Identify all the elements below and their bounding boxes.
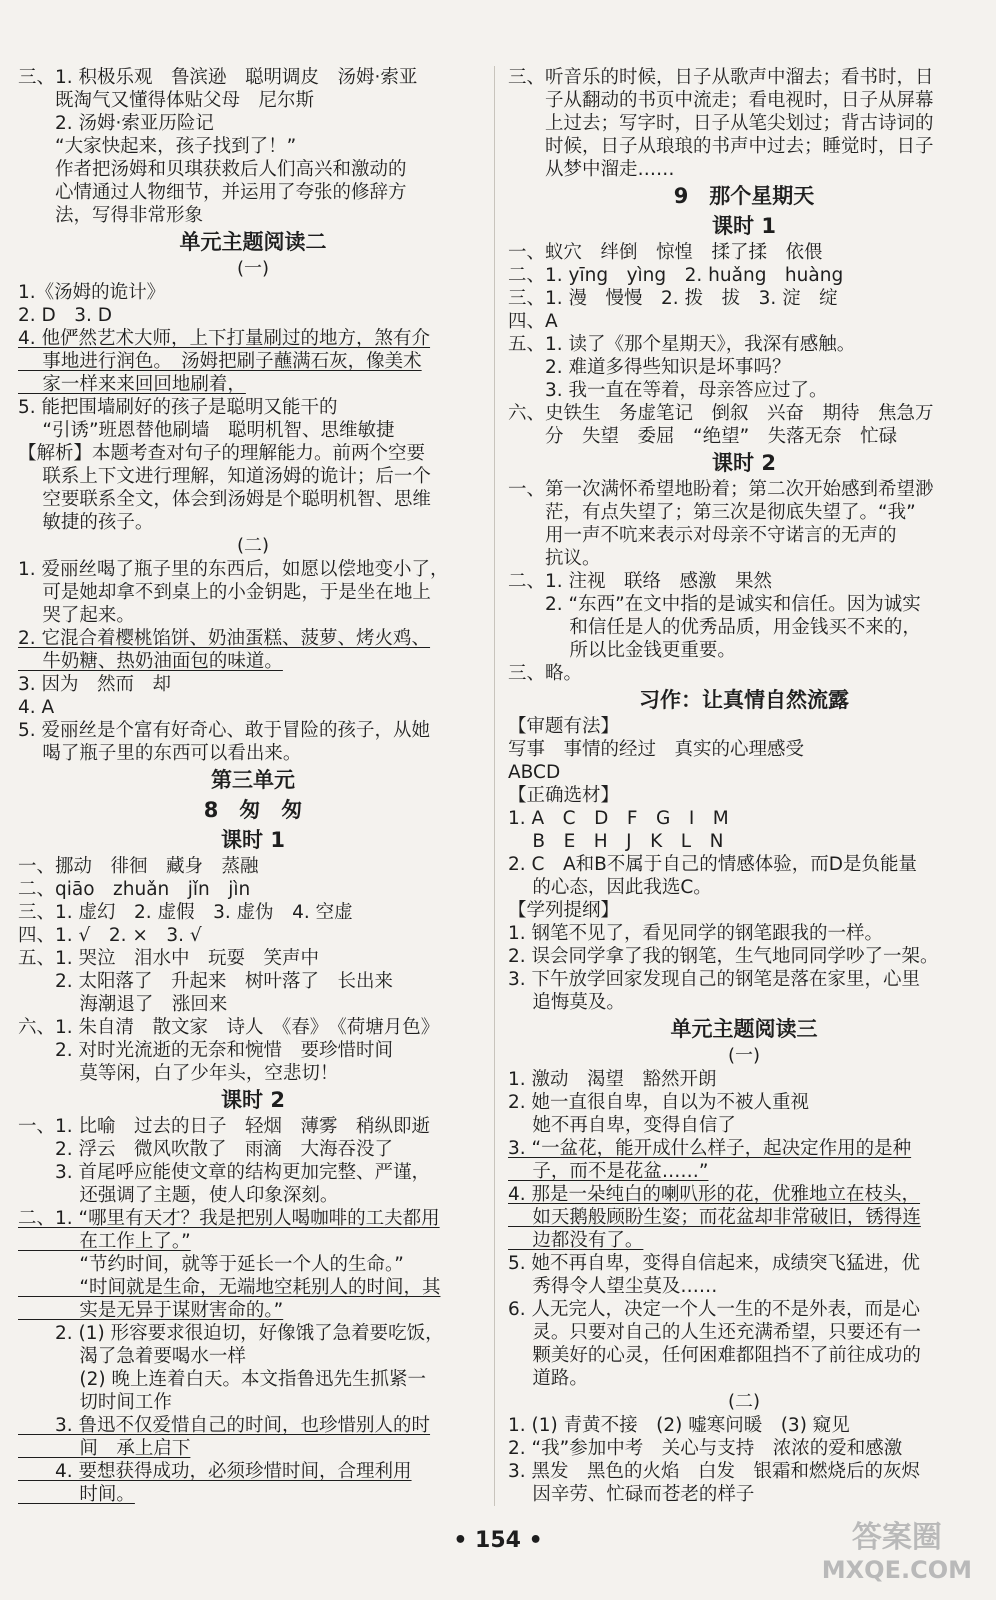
left-line: “大家快起来，孩子找到了！” xyxy=(18,136,297,157)
right-line: 4. 那是一朵纯白的喇叭形的花，优雅地立在枝头， xyxy=(508,1184,921,1205)
page-number: • 154 • xyxy=(453,1528,543,1553)
left-line: 联系上下文进行理解，知道汤姆的诡计；后一个 xyxy=(18,466,431,487)
right-line: 子从翻动的书页中流走；看电视时，日子从屏幕 xyxy=(508,90,934,111)
right-heading: 习作：让真情自然流露 xyxy=(639,688,849,712)
right-line: 2. “东西”在文中指的是诚实和信任。因为诚实 xyxy=(508,594,921,615)
left-heading: 课时 1 xyxy=(221,828,285,852)
left-line: 法，写得非常形象 xyxy=(18,205,204,226)
right-line: 子，而不是花盆……” xyxy=(508,1161,709,1182)
right-line: 2. 难道多得些知识是坏事吗？ xyxy=(508,357,791,378)
left-line: 4. A xyxy=(18,697,55,718)
right-line: 时候，日子从琅琅的书声中过去；睡觉时，日子 xyxy=(508,136,934,157)
left-line: 空要联系全文，体会到汤姆是个聪明机智、思维 xyxy=(18,489,431,510)
right-line: 六、史铁生 务虚笔记 倒叙 兴奋 期待 焦急万 xyxy=(508,403,934,424)
right-line: 抗议。 xyxy=(508,548,601,569)
left-line: 可是她却拿不到桌上的小金钥匙，于是坐在地上 xyxy=(18,582,431,603)
left-line: 一、1. 比喻 过去的日子 轻烟 薄雾 稍纵即逝 xyxy=(18,1116,431,1137)
right-line: 【学列提纲】 xyxy=(508,900,620,921)
right-line: 颗美好的心灵，任何困难都阻挡不了前往成功的 xyxy=(508,1345,921,1366)
right-line: 和信任是人的优秀品质，用金钱买不来的， xyxy=(508,617,921,638)
left-line: 喝了瓶子里的东西可以看出来。 xyxy=(18,743,302,764)
left-line: (2) 晚上连着白天。本文指鲁迅先生抓紧一 xyxy=(18,1369,426,1390)
right-line: 3. 下午放学回家发现自己的钢笔是落在家里，心里 xyxy=(508,969,921,990)
left-line: 一、挪动 徘徊 藏身 蒸融 xyxy=(18,856,259,877)
right-line: 6. 人无完人，决定一个人一生的不是外表，而是心 xyxy=(508,1299,921,1320)
right-heading: 单元主题阅读三 xyxy=(670,1017,818,1041)
right-line: 因辛劳、忙碌而苍老的样子 xyxy=(508,1484,755,1505)
left-line: 三、1. 虚幻 2. 虚假 3. 虚伪 4. 空虚 xyxy=(18,902,353,923)
right-line: 1. 激动 渴望 豁然开朗 xyxy=(508,1069,717,1090)
left-line: 1. 爱丽丝喝了瓶子里的东西后，如愿以偿地变小了， xyxy=(18,559,449,580)
right-line: 三、听音乐的时候，日子从歌声中溜去；看书时，日 xyxy=(508,67,934,88)
right-line: 【正确选材】 xyxy=(508,785,620,806)
right-line: 3. 我一直在等着，母亲答应过了。 xyxy=(508,380,828,401)
left-line: 实是无异于谋财害命的。” xyxy=(18,1300,284,1321)
right-subheading: (一) xyxy=(727,1045,761,1066)
left-line: “引诱”班恩替他刷墙 聪明机智、思维敏捷 xyxy=(18,420,395,441)
right-heading: 9 那个星期天 xyxy=(673,184,815,208)
right-line: 用一声不吭来表示对母亲不守诺言的无声的 xyxy=(508,525,897,546)
right-line: 1. A C D F G I M xyxy=(508,808,729,829)
right-line: 五、1. 读了《那个星期天》，我深有感触。 xyxy=(508,334,856,355)
left-line: 时间。 xyxy=(18,1484,135,1505)
left-heading: 单元主题阅读二 xyxy=(179,230,327,254)
right-line: 1. 钢笔不见了，看见同学的钢笔跟我的一样。 xyxy=(508,923,884,944)
watermark-logo xyxy=(822,1522,972,1586)
right-line: ABCD xyxy=(508,762,561,783)
left-line: 既淘气又懂得体贴父母 尼尔斯 xyxy=(18,90,315,111)
right-line: 茫，有点失望了；第三次是彻底失望了。“我” xyxy=(508,502,916,523)
left-line: “节约时间，就等于延长一个人的生命。” xyxy=(18,1254,404,1275)
right-line: 她不再自卑，变得自信了 xyxy=(508,1115,736,1136)
left-line: 三、1. 积极乐观 鲁滨逊 聪明调皮 汤姆·索亚 xyxy=(18,67,418,88)
right-line: 3. “一盆花，能开成什么样子，起决定作用的是种 xyxy=(508,1138,912,1159)
right-line: 三、略。 xyxy=(508,663,583,684)
right-line: 四、A xyxy=(508,311,558,332)
left-line: 二、1. “哪里有天才？我是把别人喝咖啡的工夫都用 xyxy=(18,1208,440,1229)
left-line: 作者把汤姆和贝琪获救后人们高兴和激动的 xyxy=(18,159,407,180)
left-line: 3. 鲁迅不仅爱惜自己的时间，也珍惜别人的时 xyxy=(18,1415,431,1436)
left-line: 切时间工作 xyxy=(18,1392,172,1413)
right-line: 灵。只要对自己的人生还充满希望，只要还有一 xyxy=(508,1322,921,1343)
right-line: 追悔莫及。 xyxy=(508,992,625,1013)
right-line: 边都没有了。 xyxy=(508,1230,644,1251)
left-line: 2. 它混合着樱桃馅饼、奶油蛋糕、菠萝、烤火鸡、 xyxy=(18,628,431,649)
right-line: 【审题有法】 xyxy=(508,716,620,737)
left-line: 哭了起来。 xyxy=(18,605,135,626)
right-line: 从梦中溜走…… xyxy=(508,159,675,180)
left-line: 2. D 3. D xyxy=(18,305,113,326)
left-line: 牛奶糖、热奶油面包的味道。 xyxy=(18,651,283,672)
left-line: 2. 浮云 微风吹散了 雨滴 大海吞没了 xyxy=(18,1139,394,1160)
left-heading: 第三单元 xyxy=(211,768,295,792)
left-heading: 课时 2 xyxy=(221,1088,285,1112)
watermark-top: 答案圈 xyxy=(851,1520,942,1555)
right-line: 分 失望 委屈 “绝望” 失落无奈 忙碌 xyxy=(508,426,898,447)
left-line: 二、qiāo zhuǎn jǐn jìn xyxy=(18,879,251,900)
right-line: 2. C A和B不属于自己的情感体验，而D是负能量 xyxy=(508,854,918,875)
left-line: 3. 首尾呼应能使文章的结构更加完整、严谨， xyxy=(18,1162,431,1183)
left-line: 2. 汤姆·索亚历险记 xyxy=(18,113,214,134)
right-heading: 课时 1 xyxy=(712,214,776,238)
left-line: 四、1. √ 2. × 3. √ xyxy=(18,925,202,946)
left-line: 在工作上了。” xyxy=(18,1231,191,1252)
left-line: 渴了急着要喝水一样 xyxy=(18,1346,246,1367)
right-line: B E H J K L N xyxy=(508,831,724,852)
left-line: 莫等闲，白了少年头，空悲切！ xyxy=(18,1063,339,1084)
right-subheading: (二) xyxy=(727,1391,761,1412)
right-line: 2. 她一直很自卑，自以为不被人重视 xyxy=(508,1092,810,1113)
left-line: “时间就是生命，无端地空耗别人的时间，其 xyxy=(18,1277,441,1298)
left-line: 4. 他俨然艺术大师，上下打量刷过的地方，煞有介 xyxy=(18,328,431,349)
left-line: 4. 要想获得成功，必须珍惜时间，合理利用 xyxy=(18,1461,412,1482)
right-line: 写事 事情的经过 真实的心理感受 xyxy=(508,739,805,760)
right-line: 2. “我”参加中考 关心与支持 浓浓的爱和感激 xyxy=(508,1438,903,1459)
right-line: 秀得令人望尘莫及…… xyxy=(508,1276,718,1297)
left-heading: 8 匆 匆 xyxy=(203,798,303,822)
left-line: 间 承上启下 xyxy=(18,1438,191,1459)
left-subheading: (一) xyxy=(236,258,270,279)
watermark-bottom: MXQE.COM xyxy=(821,1556,972,1584)
left-line: 心情通过人物细节，并运用了夸张的修辞方 xyxy=(18,182,407,203)
right-line: 的心态，因此我选C。 xyxy=(508,877,712,898)
column-divider xyxy=(494,66,495,1506)
right-line: 二、1. 注视 联络 感激 果然 xyxy=(508,571,773,592)
right-line: 5. 她不再自卑，变得自信起来，成绩突飞猛进，优 xyxy=(508,1253,921,1274)
left-line: 六、1. 朱自清 散文家 诗人 《春》 《荷塘月色》 xyxy=(18,1017,440,1038)
left-line: 事地进行润色。 汤姆把刷子蘸满石灰，像美术 xyxy=(18,351,422,372)
left-line: 1.《汤姆的诡计》 xyxy=(18,282,166,303)
right-line: 三、1. 漫 慢慢 2. 拨 拔 3. 淀 绽 xyxy=(508,288,838,309)
right-column xyxy=(508,66,980,1506)
right-heading: 课时 2 xyxy=(712,451,776,475)
right-line: 二、1. yīng yìng 2. huǎng huàng xyxy=(508,265,844,286)
left-line: 五、1. 哭泣 泪水中 玩耍 笑声中 xyxy=(18,948,320,969)
left-line: 5. 能把围墙刷好的孩子是聪明又能干的 xyxy=(18,397,338,418)
right-line: 一、第一次满怀希望地盼着；第二次开始感到希望渺 xyxy=(508,479,934,500)
left-subheading: (二) xyxy=(236,535,270,556)
right-line: 所以比金钱更重要。 xyxy=(508,640,736,661)
left-column xyxy=(18,66,488,1506)
right-line: 道路。 xyxy=(508,1368,588,1389)
right-line: 上过去；写字时，日子从笔尖划过；背古诗词的 xyxy=(508,113,934,134)
left-line: 【解析】本题考查对句子的理解能力。前两个空要 xyxy=(18,443,426,464)
left-line: 海潮退了 涨回来 xyxy=(18,994,228,1015)
left-line: 还强调了主题，使人印象深刻。 xyxy=(18,1185,339,1206)
left-line: 家一样来来回回地刷着， xyxy=(18,374,246,395)
right-line: 2. 误会同学拿了我的钢笔，生气地同同学吵了一架。 xyxy=(508,946,939,967)
left-line: 2. (1) 形容要求很迫切，好像饿了急着要吃饭， xyxy=(18,1323,444,1344)
left-line: 2. 对时光流逝的无奈和惋惜 要珍惜时间 xyxy=(18,1040,394,1061)
left-line: 3. 因为 然而 却 xyxy=(18,674,172,695)
right-line: 如天鹅般顾盼生姿；而花盆却非常破旧，锈得连 xyxy=(508,1207,921,1228)
left-line: 2. 太阳落了 升起来 树叶落了 长出来 xyxy=(18,971,394,992)
right-line: 1. (1) 青黄不接 (2) 嘘寒问暖 (3) 窥见 xyxy=(508,1415,850,1436)
left-line: 敏捷的孩子。 xyxy=(18,512,154,533)
left-line: 5. 爱丽丝是个富有好奇心、敢于冒险的孩子，从她 xyxy=(18,720,431,741)
right-line: 一、蚁穴 绊倒 惊惶 揉了揉 依偎 xyxy=(508,242,823,263)
right-line: 3. 黑发 黑色的火焰 白发 银霜和燃烧后的灰烬 xyxy=(508,1461,921,1482)
